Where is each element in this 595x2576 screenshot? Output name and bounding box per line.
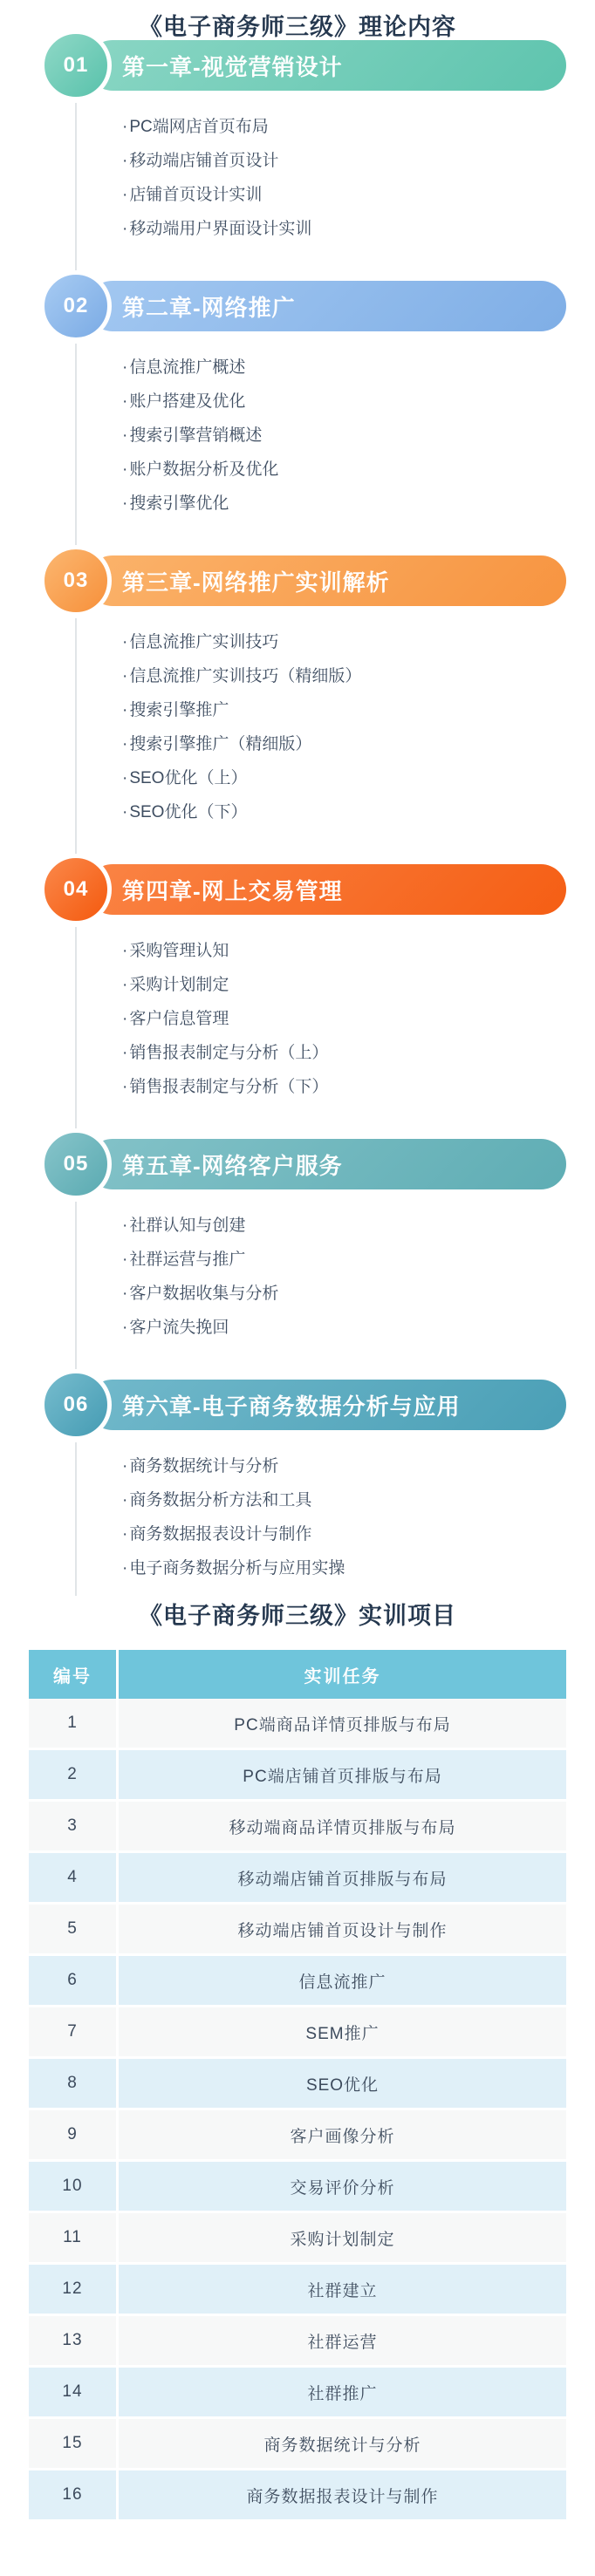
chapter-topic: · 客户数据收集与分析 [122, 1277, 578, 1311]
table-row [29, 2419, 566, 2468]
cell-number: 6 [29, 1956, 116, 2005]
chapter-number-badge: 06 [40, 1369, 112, 1441]
chapter-topic: · 商务数据报表设计与制作 [122, 1517, 578, 1551]
chapter-topic: · 采购计划制定 [122, 968, 578, 1002]
cell-task: PC端店铺首页排版与布局 [119, 1750, 566, 1799]
table-body [29, 1699, 566, 2519]
table-row [29, 1750, 566, 1799]
cell-number: 16 [29, 2470, 116, 2519]
cell-task: 信息流推广 [119, 1956, 566, 2005]
table-row [29, 2059, 566, 2108]
chapter-topic: · 采购管理认知 [122, 934, 578, 968]
chapter-topic: · 客户信息管理 [122, 1002, 578, 1036]
chapter-title: 第一章-视觉营销设计 [122, 53, 343, 80]
table-header-cell-task: 实训任务 [119, 1650, 566, 1699]
chapter-title-bar [63, 1380, 566, 1430]
chapter-section [0, 864, 595, 1139]
cell-task: 客户画像分析 [119, 2110, 566, 2159]
table-row [29, 1802, 566, 1850]
chapter-topic: · SEO优化（下） [122, 795, 578, 829]
chapter-topic: · 信息流推广概述 [122, 351, 578, 385]
chapter-topic: · 搜索引擎优化 [122, 487, 578, 521]
chapter-topic-list [0, 91, 595, 281]
chapter-topic: · 信息流推广实训技巧（精细版） [122, 659, 578, 693]
cell-number: 14 [29, 2368, 116, 2416]
chapter-topic: · 客户流失挽回 [122, 1311, 578, 1345]
chapter-title-bar [63, 281, 566, 331]
table-row [29, 1853, 566, 1902]
chapter-topic: · 社群认知与创建 [122, 1209, 578, 1243]
chapter-number-badge: 04 [40, 854, 112, 925]
chapter-topic: · 搜索引擎营销概述 [122, 419, 578, 453]
chapter-topic: · 移动端店铺首页设计 [122, 144, 578, 178]
cell-task: 商务数据统计与分析 [119, 2419, 566, 2468]
cell-number: 12 [29, 2265, 116, 2314]
chapter-topic: · SEO优化（上） [122, 761, 578, 795]
table-row [29, 1905, 566, 1953]
chapter-topic: · 账户数据分析及优化 [122, 453, 578, 487]
chapter-topic: · 店铺首页设计实训 [122, 178, 578, 212]
cell-task: 商务数据报表设计与制作 [119, 2470, 566, 2519]
table-row [29, 1699, 566, 1748]
chapter-title: 第六章-电子商务数据分析与应用 [122, 1393, 461, 1420]
cell-task: 社群推广 [119, 2368, 566, 2416]
cell-task: SEM推广 [119, 2007, 566, 2056]
cell-number: 13 [29, 2316, 116, 2365]
table-row [29, 2265, 566, 2314]
cell-number: 1 [29, 1699, 116, 1748]
chapter-number-badge: 03 [40, 545, 112, 617]
chapter-section [0, 281, 595, 555]
chapter-topic-list [0, 1189, 595, 1380]
cell-task: SEO优化 [119, 2059, 566, 2108]
chapter-title: 第五章-网络客户服务 [122, 1152, 343, 1179]
cell-number: 8 [29, 2059, 116, 2108]
chapter-section [0, 1139, 595, 1380]
table-row [29, 2368, 566, 2416]
cell-task: 移动端商品详情页排版与布局 [119, 1802, 566, 1850]
chapter-number-badge: 02 [40, 270, 112, 342]
table-header-cell-no: 编号 [29, 1650, 116, 1699]
chapter-topic: · 电子商务数据分析与应用实操 [122, 1551, 578, 1585]
chapter-title-bar [63, 555, 566, 606]
chapter-topic: · 账户搭建及优化 [122, 385, 578, 419]
chapter-topic-list [0, 606, 595, 864]
chapter-topic-list [0, 331, 595, 555]
chapter-title: 第三章-网络推广实训解析 [122, 569, 390, 596]
chapter-topic: · 商务数据统计与分析 [122, 1449, 578, 1483]
chapter-title: 第二章-网络推广 [122, 294, 296, 321]
chapter-section [0, 1380, 595, 1603]
table-row [29, 2470, 566, 2519]
cell-task: 交易评价分析 [119, 2162, 566, 2211]
chapter-topic: · 商务数据分析方法和工具 [122, 1483, 578, 1517]
chapter-topic-list [0, 915, 595, 1139]
chapter-number-badge: 01 [40, 30, 112, 101]
chapter-topic: · 搜索引擎推广（精细版） [122, 727, 578, 761]
table-row [29, 1956, 566, 2005]
cell-number: 5 [29, 1905, 116, 1953]
chapter-topic-list [0, 1430, 595, 1603]
chapter-topic: · 移动端用户界面设计实训 [122, 212, 578, 246]
cell-number: 3 [29, 1802, 116, 1850]
table-row [29, 2213, 566, 2262]
cell-number: 11 [29, 2213, 116, 2262]
table-row [29, 2110, 566, 2159]
chapter-title: 第四章-网上交易管理 [122, 877, 343, 904]
chapter-topic: · 销售报表制定与分析（下） [122, 1070, 578, 1104]
table-row [29, 2316, 566, 2365]
cell-task: 移动端店铺首页设计与制作 [119, 1905, 566, 1953]
cell-number: 7 [29, 2007, 116, 2056]
chapter-topic: · 销售报表制定与分析（上） [122, 1036, 578, 1070]
chapter-topic: · 社群运营与推广 [122, 1243, 578, 1277]
chapter-section [0, 555, 595, 864]
cell-number: 10 [29, 2162, 116, 2211]
theory-title: 《电子商务师三级》理论内容 [139, 14, 456, 40]
chapter-topic: · 信息流推广实训技巧 [122, 625, 578, 659]
cell-number: 9 [29, 2110, 116, 2159]
chapter-number-badge: 05 [40, 1128, 112, 1200]
cell-number: 2 [29, 1750, 116, 1799]
cell-number: 15 [29, 2419, 116, 2468]
chapter-title-bar [63, 864, 566, 915]
cell-task: 移动端店铺首页排版与布局 [119, 1853, 566, 1902]
chapter-title-bar [63, 1139, 566, 1189]
cell-task: 社群运营 [119, 2316, 566, 2365]
table-header-row [29, 1650, 566, 1699]
cell-number: 4 [29, 1853, 116, 1902]
training-table [29, 1650, 566, 2519]
table-row [29, 2162, 566, 2211]
cell-task: 采购计划制定 [119, 2213, 566, 2262]
chapter-section [0, 40, 595, 281]
cell-task: PC端商品详情页排版与布局 [119, 1699, 566, 1748]
cell-task: 社群建立 [119, 2265, 566, 2314]
practice-title: 《电子商务师三级》实训项目 [139, 1603, 456, 1629]
table-row [29, 2007, 566, 2056]
chapter-title-bar [63, 40, 566, 91]
chapter-topic: · PC端网店首页布局 [122, 110, 578, 144]
chapter-topic: · 搜索引擎推广 [122, 693, 578, 727]
chapter-list-container [0, 40, 595, 1603]
